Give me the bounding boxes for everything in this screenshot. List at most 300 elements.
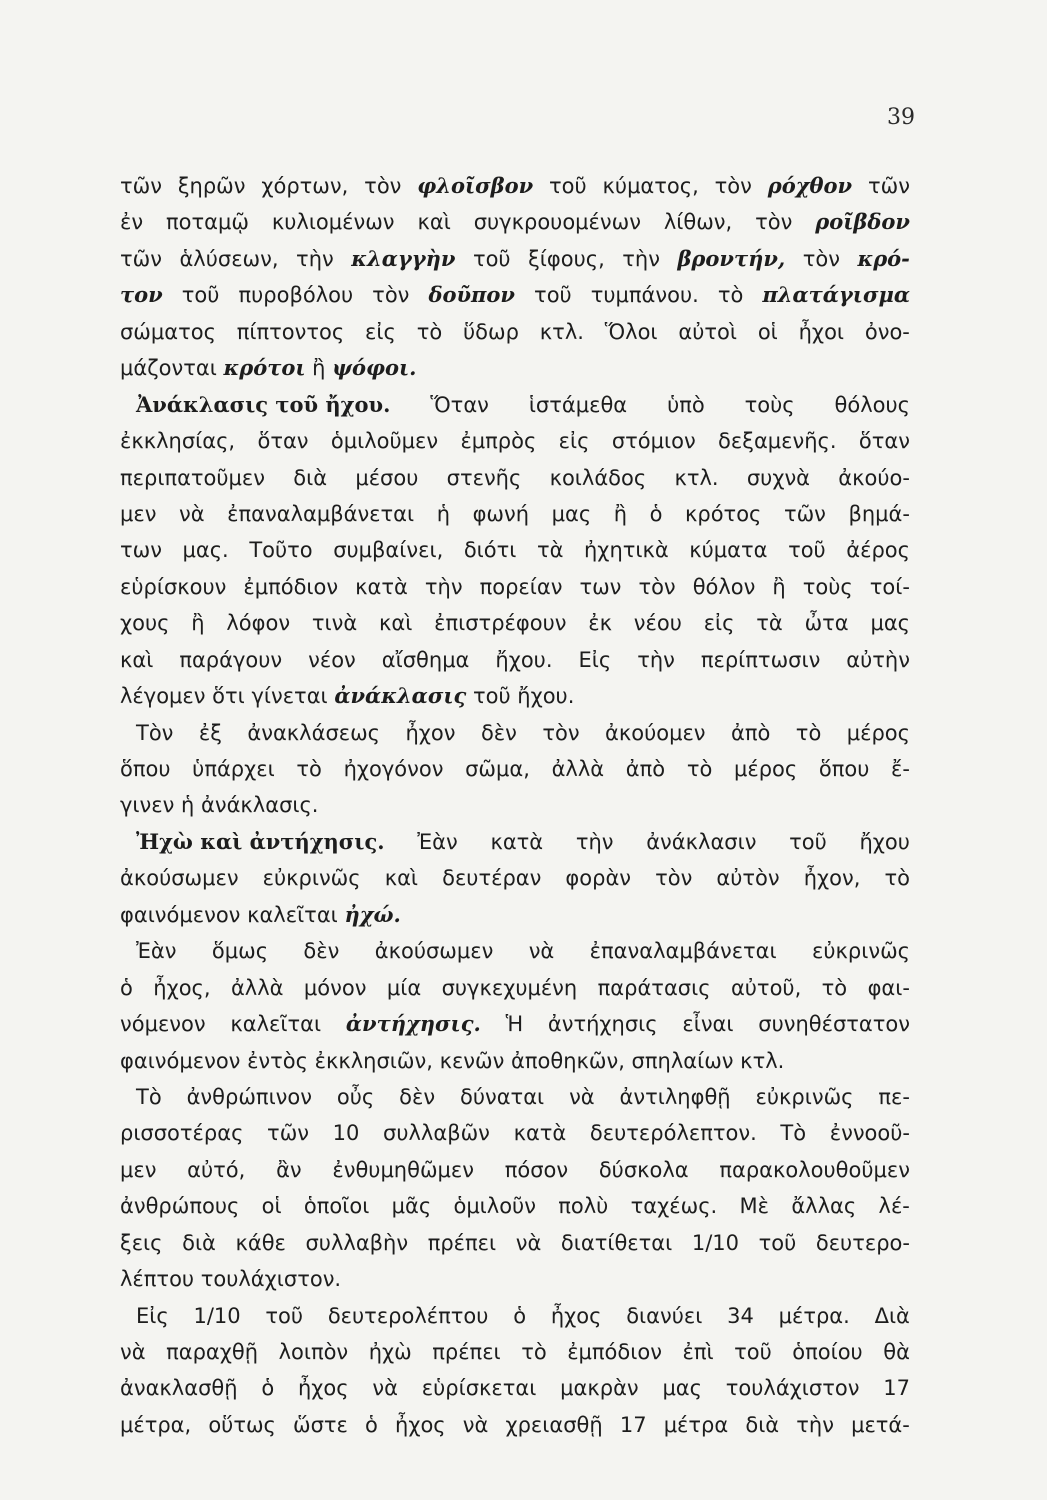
word: ἀντήχησις <box>547 1012 658 1037</box>
word: ἠχητικὰ <box>584 538 669 563</box>
word: τοί- <box>869 574 910 599</box>
word: τοὺς <box>744 392 795 417</box>
word: συχνὰ <box>746 465 811 490</box>
word: ἀκούσωμεν <box>120 866 239 891</box>
word: νέου <box>633 611 682 636</box>
word: ἔ- <box>891 757 910 781</box>
word: παράγουν <box>179 647 283 672</box>
word: τὸ <box>296 757 322 781</box>
word: ποταμῷ <box>166 210 249 235</box>
word: τὸ <box>521 1340 547 1364</box>
text-line <box>120 824 910 860</box>
word: τοῦ <box>472 246 511 271</box>
word: ἢ <box>772 574 786 599</box>
word: πόσον <box>504 1157 569 1182</box>
word: μακρὰν <box>560 1376 639 1401</box>
word: μάζονται <box>120 356 224 381</box>
word: παρακολουθοῦμεν <box>719 1157 910 1182</box>
word: ἀνακλάσεως <box>247 720 381 745</box>
text-line <box>120 1115 910 1151</box>
word: ὅπου <box>818 757 870 781</box>
word: θὰ <box>883 1340 910 1364</box>
word: δύναται <box>459 1084 545 1109</box>
word: συγκεχυμένη <box>441 975 578 1000</box>
word: κατὰ <box>490 829 544 854</box>
word: εὑρίσκεται <box>421 1376 537 1401</box>
word: αὐτὸν <box>716 866 780 891</box>
word: ἐπὶ <box>682 1340 714 1364</box>
word: εὐκρινῶς <box>755 1084 854 1109</box>
word: ἀλλὰ <box>230 975 284 1000</box>
word: ἡ <box>436 501 450 526</box>
word: ρισσοτέρας <box>120 1121 244 1146</box>
word: ἐξ <box>198 720 222 745</box>
word: ἀνακλασθῇ <box>120 1376 238 1401</box>
word: χρειασθῇ <box>505 1412 603 1437</box>
text-line <box>120 1043 910 1079</box>
word: κτλ. <box>674 465 719 490</box>
emphasized-term: ροῖβδον <box>815 209 910 235</box>
word: σώματος <box>120 319 216 344</box>
word: φαινόμενον καλεῖται <box>120 902 345 927</box>
word: συνηθέστατον <box>758 1012 910 1037</box>
word: μέρος <box>733 757 798 781</box>
word: εἶναι <box>682 1012 734 1037</box>
word: Τὸ <box>780 1121 807 1146</box>
word: πε- <box>878 1084 910 1109</box>
word: μεν <box>120 1157 157 1182</box>
text-line <box>120 1370 910 1406</box>
word: ὁ <box>120 975 133 1000</box>
word: ὅπου <box>120 757 171 781</box>
word: νέον <box>308 647 356 672</box>
word: ἐν <box>120 210 144 235</box>
word: διὰ <box>182 1230 216 1255</box>
word: ἢ <box>191 611 205 636</box>
word: νὰ <box>569 1084 595 1109</box>
word: θόλους <box>834 392 910 417</box>
word: ἀκούσωμεν <box>374 939 494 964</box>
word: ἀκούο- <box>838 465 910 490</box>
word: στόμιον <box>611 429 696 454</box>
word: τῶν <box>120 246 162 271</box>
word: ἁλύσεων, <box>179 246 279 271</box>
word: ἀπὸ <box>731 720 771 745</box>
word: ἄλλας <box>791 1194 857 1219</box>
word: Μὲ <box>739 1194 770 1219</box>
word: τῶν <box>267 1121 310 1146</box>
word: μέρος <box>846 720 910 745</box>
word: μόνον <box>303 975 367 1000</box>
word: δὲν <box>480 720 517 745</box>
word: ταχέως. <box>630 1194 718 1219</box>
word: φαι- <box>867 975 910 1000</box>
word: τὸν <box>542 720 580 745</box>
word: οἱ <box>757 319 778 344</box>
section-heading: Ἠχὼ καὶ ἀντήχησις. <box>136 828 385 854</box>
emphasized-term: τον <box>120 282 163 308</box>
word: ὁ <box>365 1412 378 1437</box>
word: τὸ <box>717 283 744 308</box>
text-line <box>120 460 910 496</box>
emphasized-term: ἀνάκλασις <box>334 683 467 709</box>
word: Διὰ <box>874 1303 910 1328</box>
word: τοῦ <box>788 538 826 563</box>
word: κυλιομένων <box>271 210 395 235</box>
word: τὸν <box>755 210 793 235</box>
text-line <box>120 1225 910 1261</box>
word: Τοῦτο <box>249 538 313 563</box>
word: αἴσθημα <box>381 647 470 672</box>
word: τὸν <box>372 283 410 308</box>
word: ἀλλὰ <box>551 757 605 781</box>
word: ἠχὼ <box>368 1340 412 1364</box>
word: χόρτων, <box>261 174 349 198</box>
word: πυροβόλου <box>238 283 354 308</box>
emphasized-term: ψόφοι. <box>332 355 417 381</box>
word: ἂν <box>276 1157 302 1182</box>
word: ἐπαναλαμβάνεται <box>227 501 415 526</box>
word: ἀνθρώπινον <box>186 1084 312 1109</box>
word: διότι <box>463 538 517 563</box>
word: κύματα <box>689 538 768 563</box>
word: ἢ <box>613 501 628 526</box>
text-line <box>120 1261 910 1297</box>
text-line <box>120 860 910 896</box>
word: μας <box>870 611 910 636</box>
word: ἦχος <box>395 1412 446 1437</box>
word: εὐκρινῶς <box>812 939 910 964</box>
text-line <box>120 787 910 823</box>
word: τὸν <box>655 866 693 891</box>
word: ἱστάμεθα <box>528 392 628 417</box>
word: δὲν <box>399 1084 436 1109</box>
word: μέτρα. <box>778 1303 850 1328</box>
word: ὑπὸ <box>667 392 705 417</box>
word: αὐτοὶ <box>678 319 737 344</box>
word: δὲν <box>303 939 340 964</box>
word: κτλ. <box>539 319 584 344</box>
word: ὅταν <box>257 429 309 454</box>
word: Εἰς <box>578 647 612 672</box>
word: τῶν <box>867 174 910 198</box>
word: ἀνάκλασιν <box>646 829 757 854</box>
word: ἐμπόδιον <box>567 1340 662 1364</box>
word: Εἰς <box>136 1303 169 1328</box>
word: εὑρίσκουν <box>120 574 227 599</box>
word: Ἐὰν <box>417 829 458 854</box>
text-line <box>120 1006 910 1042</box>
text-line <box>120 277 910 313</box>
page-number: 39 <box>887 105 915 130</box>
emphasized-term: ἠχώ. <box>344 901 401 927</box>
word: ὁ <box>649 501 663 526</box>
word: ἐκκλησίας, <box>120 429 236 454</box>
word: εἰς <box>703 611 735 636</box>
word: ξίφους, <box>528 246 605 271</box>
body-text <box>120 168 910 1443</box>
emphasized-term: πλατάγισμα <box>762 282 910 308</box>
word: συγκρουομένων <box>473 210 641 235</box>
word: μέτρα, <box>120 1412 192 1437</box>
word: καὶ <box>379 611 413 636</box>
text-line <box>120 1188 910 1224</box>
word: ἦχος <box>550 1303 602 1328</box>
word: σῶμα, <box>465 757 530 781</box>
word: τὸν <box>364 174 402 198</box>
word: φορὰν <box>565 866 632 891</box>
word: τὸν <box>714 174 752 198</box>
word: ἐπιστρέφουν <box>434 611 567 636</box>
word: εἰς <box>365 319 396 344</box>
word: περιπατοῦμεν <box>120 465 266 490</box>
word: κάθε <box>235 1230 286 1255</box>
word: δευτερόλεπτον. <box>589 1121 757 1146</box>
word: ὑπάρχει <box>192 757 275 781</box>
word: Ἡ <box>505 1012 524 1037</box>
word: ἀντιληφθῇ <box>619 1084 731 1109</box>
word: παράτασις <box>597 975 711 1000</box>
word: τὴν <box>575 829 614 854</box>
word: ἀνθρώπους <box>120 1194 240 1219</box>
word: μᾶς <box>391 1194 432 1219</box>
word: τὴν <box>424 574 463 599</box>
word: τοῦ <box>534 283 572 308</box>
word: τοὺς <box>802 574 853 599</box>
word: καὶ <box>384 866 419 891</box>
word: διανύει <box>626 1303 703 1328</box>
word: τὴν <box>637 647 675 672</box>
text-line <box>120 605 910 641</box>
text-line <box>120 1334 910 1370</box>
word: διὰ <box>293 465 328 490</box>
word: ὅμως <box>211 939 269 964</box>
text-line <box>120 387 910 423</box>
word: τοῦ <box>789 829 827 854</box>
word: τινὰ <box>311 611 358 636</box>
text-line <box>120 241 910 277</box>
word: μας <box>551 501 592 526</box>
word: δευτερο- <box>815 1230 910 1255</box>
word: ὀνο- <box>864 319 910 344</box>
word: μία <box>386 975 422 1000</box>
text-line <box>120 715 910 751</box>
text-line <box>120 204 910 240</box>
word: Τὸ <box>136 1084 162 1109</box>
word: ὁμιλοῦμεν <box>330 429 439 454</box>
word: συλλαβὴν <box>305 1230 409 1255</box>
word: τοῦ <box>181 283 220 308</box>
word: μετά- <box>851 1412 910 1437</box>
word: καὶ <box>417 210 451 235</box>
word: ὁποῖοι <box>303 1194 370 1219</box>
word: συμβαίνει, <box>333 538 444 563</box>
text-line <box>120 1407 910 1443</box>
word: μας <box>662 1376 702 1401</box>
word: μας. <box>182 538 229 563</box>
word: ὁμιλοῦν <box>453 1194 536 1219</box>
word: αὐτὴν <box>846 647 910 672</box>
word: Ὅλοι <box>604 319 658 344</box>
word: λέπτου τουλάχιστον. <box>120 1267 342 1292</box>
word: 1/10 <box>691 1230 740 1255</box>
text-line <box>120 642 910 678</box>
word: ὥστε <box>293 1412 348 1437</box>
word: δευτερολέπτου <box>327 1303 489 1328</box>
word: ἦχον <box>405 720 456 745</box>
word: τὸ <box>795 720 822 745</box>
word: ἤχου. <box>495 647 553 672</box>
word: πίπτοντος <box>236 319 345 344</box>
word: τὸ <box>884 866 910 891</box>
word: αὐτοῦ, <box>730 975 802 1000</box>
word: τοῦ <box>734 1340 772 1364</box>
text-line <box>120 168 910 204</box>
text-line <box>120 678 910 714</box>
word: μεν <box>120 501 157 526</box>
word: εἰς <box>558 429 590 454</box>
word: οὕτως <box>208 1412 276 1437</box>
emphasized-term: δοῦπον <box>428 282 515 308</box>
word: των <box>579 574 622 599</box>
word: λέ- <box>878 1194 910 1219</box>
text-line <box>120 897 910 933</box>
word: ἀέρος <box>846 538 910 563</box>
text-line <box>120 532 910 568</box>
word: ἐμπόδιον <box>243 574 339 599</box>
word: νὰ <box>372 1376 398 1401</box>
word: κατὰ <box>513 1121 567 1146</box>
word: εὐκρινῶς <box>262 866 361 891</box>
text-line <box>120 970 910 1006</box>
word: δεξαμενῆς. <box>718 429 837 454</box>
word: κύματος, <box>602 174 699 198</box>
word: Τὸν <box>136 720 174 745</box>
word: ἢ <box>305 356 333 381</box>
text-line <box>120 350 910 386</box>
word: οἱ <box>261 1194 282 1219</box>
text-line <box>120 1152 910 1188</box>
word: διὰ <box>745 1412 780 1437</box>
word: λόφον <box>226 611 291 636</box>
word: ὕδωρ <box>463 319 519 344</box>
word: καλεῖται <box>230 1012 322 1037</box>
text-line <box>120 423 910 459</box>
word: νὰ <box>528 939 555 964</box>
word: βημά- <box>848 501 910 526</box>
emphasized-term: φλοῖσβον <box>417 173 534 198</box>
word: ἠχογόνον <box>343 757 444 781</box>
word: ἦχος <box>297 1376 349 1401</box>
word: τυμπάνου. <box>590 283 699 308</box>
word: ξηρῶν <box>177 174 246 198</box>
word: λίθων, <box>663 210 733 235</box>
word: ἐννοοῦ- <box>829 1121 910 1146</box>
word: 17 <box>619 1412 647 1437</box>
word: νὰ <box>120 1340 146 1364</box>
word: των <box>120 538 162 563</box>
word: ἀπὸ <box>625 757 666 781</box>
word: τοῦ <box>265 1303 304 1328</box>
word: νόμενον <box>120 1012 206 1037</box>
text-line <box>120 314 910 350</box>
word: πορείαν <box>479 574 563 599</box>
emphasized-term: κρότοι <box>223 355 306 381</box>
word: πολὺ <box>558 1194 609 1219</box>
word: τὴν <box>622 246 660 271</box>
emphasized-term: κλαγγὴν <box>351 245 456 271</box>
word: ἤχου <box>859 829 910 854</box>
emphasized-term: ἀντήχησις. <box>345 1011 481 1037</box>
word: ξεις <box>120 1230 163 1255</box>
word: τῶν <box>120 174 162 198</box>
emphasized-term: ρόχθον <box>767 173 853 198</box>
word: διατίθεται <box>560 1230 673 1255</box>
word: κατὰ <box>355 574 408 599</box>
word: τὴν <box>796 1412 834 1437</box>
text-line <box>120 496 910 532</box>
word: ἐνθυμηθῶμεν <box>332 1157 474 1182</box>
word: δευτέραν <box>442 866 542 891</box>
word: ὦτα <box>804 611 849 636</box>
word: τοῦ <box>758 1230 797 1255</box>
word: νὰ <box>462 1412 489 1437</box>
word: 34 <box>727 1303 754 1328</box>
word: ἦχος, <box>153 975 211 1000</box>
emphasized-term: κρό- <box>857 245 910 271</box>
text-line <box>120 569 910 605</box>
word: πρέπει <box>432 1340 501 1364</box>
word: ἦχον, <box>803 866 861 891</box>
word: στενῆς <box>446 465 522 490</box>
word: ὅταν <box>858 429 910 454</box>
word: τοῦ <box>549 174 587 198</box>
word: νὰ <box>515 1230 542 1255</box>
word: φωνή <box>472 501 530 526</box>
word: φαινόμενον ἐντὸς ἐκκλησιῶν, κενῶν ἀποθηκῶν, σπηλαίων κτλ. <box>120 1048 785 1073</box>
word: ὁ <box>261 1376 275 1401</box>
word: δύσκολα <box>598 1157 689 1182</box>
word: ἐπαναλαμβάνεται <box>589 939 777 964</box>
word: καὶ <box>120 647 154 672</box>
word: συλλαβῶν <box>383 1121 490 1146</box>
word: τὸ <box>821 975 848 1000</box>
word: τὸ <box>416 319 443 344</box>
word: ὁποίου <box>792 1340 863 1364</box>
word: θόλον <box>692 574 756 599</box>
word: Ὅταν <box>430 392 489 417</box>
word: τὴν <box>296 246 334 271</box>
word: 17 <box>883 1376 910 1401</box>
word: μέτρα <box>663 1412 729 1437</box>
text-line <box>120 1079 910 1115</box>
word: τουλάχιστον <box>725 1376 860 1401</box>
word: αὐτό, <box>187 1157 246 1182</box>
word: τὰ <box>536 538 564 563</box>
word: τὸ <box>686 757 713 781</box>
text-line <box>120 1298 910 1334</box>
word: ἐκ <box>588 611 612 636</box>
text-line <box>120 933 910 969</box>
word: τοῦ ἤχου. <box>466 684 575 709</box>
word: πρέπει <box>427 1230 497 1255</box>
word: νὰ <box>179 501 205 526</box>
word: τὰ <box>756 611 783 636</box>
word: ἀκούομεν <box>605 720 706 745</box>
word: Ἐὰν <box>136 939 177 964</box>
word: τὸν <box>638 574 676 599</box>
word: οὖς <box>336 1084 375 1109</box>
